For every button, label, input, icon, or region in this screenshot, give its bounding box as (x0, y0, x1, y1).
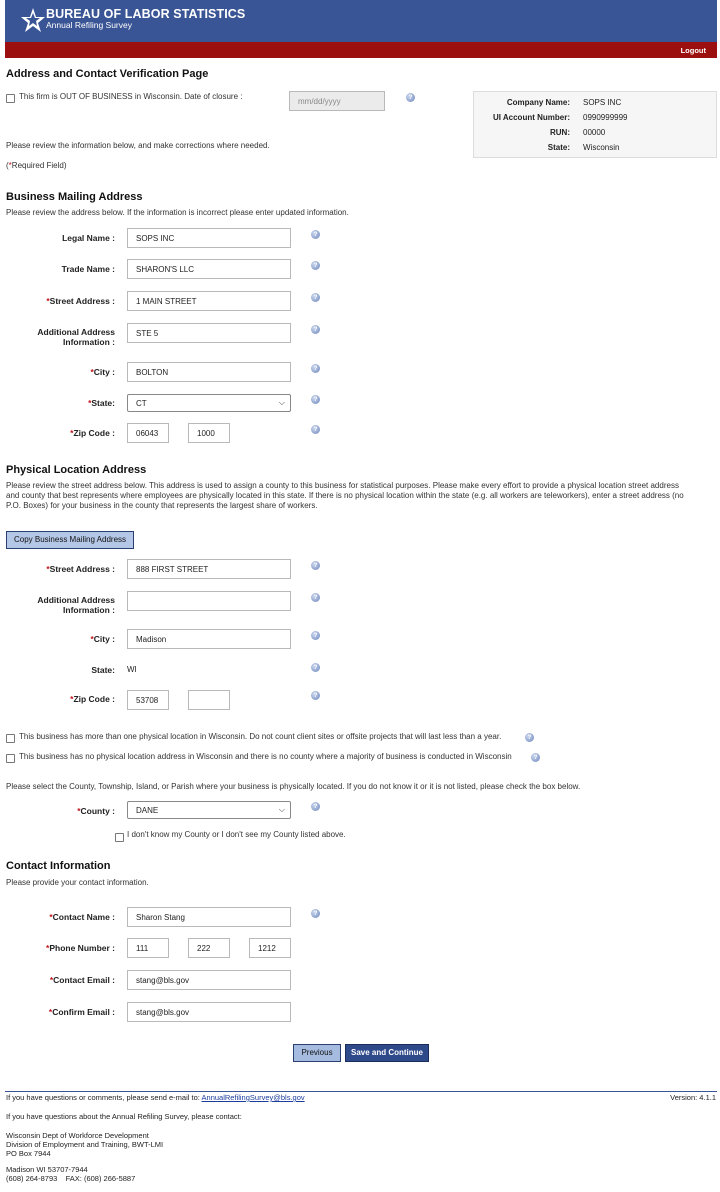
footer-divider (5, 1091, 717, 1092)
footer-city-phone: Madison WI 53707-7944 (608) 264-8793 FAX: (608) 266-5887 (6, 1165, 136, 1183)
agency-title: BUREAU OF LABOR STATISTICS (46, 7, 246, 21)
footer-questions: If you have questions or comments, please send e-mail to: AnnualRefilingSurvey@bls.gov (6, 1093, 305, 1102)
contact-email-input[interactable]: stang@bls.gov (127, 970, 291, 990)
review-instructions: Please review the information below, and make corrections where needed. (6, 141, 270, 150)
phone-prefix-input[interactable]: 222 (188, 938, 230, 958)
physical-zip4-input[interactable] (188, 690, 230, 710)
physical-zip-label: *Zip Code : (70, 694, 115, 704)
company-name-value: SOPS INC (583, 98, 622, 107)
no-location-label: This business has no physical location address in Wisconsin and there is no county where a majority of business is conducted in Wisconsin (19, 752, 512, 761)
mailing-state-help-icon[interactable]: ? (311, 395, 320, 404)
mailing-zip-help-icon[interactable]: ? (311, 425, 320, 434)
nav-bar (5, 42, 717, 58)
physical-zip-help-icon[interactable]: ? (311, 691, 320, 700)
contact-name-input[interactable]: Sharon Stang (127, 907, 291, 927)
mailing-state-label: *State: (88, 398, 115, 408)
multi-location-help-icon[interactable]: ? (525, 733, 534, 742)
phone-label: *Phone Number : (46, 943, 115, 953)
county-label: *County : (77, 806, 115, 816)
physical-state-label: State: (91, 665, 115, 675)
required-field-note: (*Required Field) (6, 161, 67, 170)
physical-additional-input[interactable] (127, 591, 291, 611)
physical-state-help-icon[interactable]: ? (311, 663, 320, 672)
save-and-continue-button[interactable]: Save and Continue (345, 1044, 429, 1062)
county-select[interactable]: DANE ⌵ (127, 801, 291, 819)
contact-email-label: *Contact Email : (49, 975, 115, 985)
ui-account-value: 0990999999 (583, 113, 628, 122)
mailing-city-label: *City : (90, 367, 115, 377)
physical-zip-input[interactable]: 53708 (127, 690, 169, 710)
footer-contact-text: If you have questions about the Annual Refiling Survey, please contact: (6, 1112, 242, 1121)
mailing-section-title: Business Mailing Address (6, 191, 143, 203)
page-title: Address and Contact Verification Page (6, 68, 209, 80)
mailing-street-label: *Street Address : (46, 296, 115, 306)
mailing-zip-input[interactable]: 06043 (127, 423, 169, 443)
previous-button[interactable]: Previous (293, 1044, 341, 1062)
legal-name-help-icon[interactable]: ? (311, 230, 320, 239)
unknown-county-label: I don't know my County or I don't see my County listed above. (127, 830, 346, 839)
chevron-down-icon: ⌵ (278, 805, 285, 814)
county-help-icon[interactable]: ? (311, 802, 320, 811)
mailing-city-help-icon[interactable]: ? (311, 364, 320, 373)
physical-street-label: *Street Address : (46, 564, 115, 574)
company-state-label: State: (547, 143, 570, 152)
run-label: RUN: (550, 128, 570, 137)
legal-name-input[interactable]: SOPS INC (127, 228, 291, 248)
physical-additional-label: Additional Address Information : (37, 595, 115, 615)
confirm-email-input[interactable]: stang@bls.gov (127, 1002, 291, 1022)
survey-subtitle: Annual Refiling Survey (46, 20, 132, 30)
physical-instructions: Please review the street address below. This address is used to assign a county to this business for statistical purposes. Please make every effort to provide a physical location street address and county that best represents where employees are physically located in this state. If there is no physical location within the state (e.g. all workers are teleworkers), enter a street address (no P.O. Boxes) for your business in the county that represents the largest share of workers. (6, 481, 684, 510)
out-of-business-checkbox[interactable] (6, 94, 15, 103)
copy-mailing-address-button[interactable]: Copy Business Mailing Address (6, 531, 134, 549)
mailing-zip-label: *Zip Code : (70, 428, 115, 438)
run-value: 00000 (583, 128, 606, 137)
legal-name-label: Legal Name : (62, 233, 115, 243)
physical-state-value: WI (127, 665, 137, 674)
trade-name-label: Trade Name : (61, 264, 115, 274)
mailing-instructions: Please review the address below. If the information is incorrect please enter updated information. (6, 208, 349, 217)
no-location-help-icon[interactable]: ? (531, 753, 540, 762)
unknown-county-checkbox[interactable] (115, 833, 124, 842)
company-name-label: Company Name: (506, 98, 570, 107)
mailing-street-help-icon[interactable]: ? (311, 293, 320, 302)
no-location-checkbox[interactable] (6, 754, 15, 763)
multi-location-label: This business has more than one physical location in Wisconsin. Do not count client sites or offsite projects that will last less than a year. (19, 732, 502, 741)
physical-city-help-icon[interactable]: ? (311, 631, 320, 640)
mailing-state-select[interactable]: CT ⌵ (127, 394, 291, 412)
contact-instructions: Please provide your contact information. (6, 878, 149, 887)
ui-account-label: UI Account Number: (492, 113, 570, 122)
physical-street-help-icon[interactable]: ? (311, 561, 320, 570)
bls-star-logo-icon (20, 7, 46, 33)
physical-city-input[interactable]: Madison (127, 629, 291, 649)
contact-name-help-icon[interactable]: ? (311, 909, 320, 918)
county-instructions: Please select the County, Township, Island, or Parish where your business is physically located. If you do not know it or it is not listed, please check the box below. (6, 782, 581, 791)
closure-help-icon[interactable]: ? (406, 93, 415, 102)
mailing-additional-input[interactable]: STE 5 (127, 323, 291, 343)
contact-section-title: Contact Information (6, 860, 111, 872)
multi-location-checkbox[interactable] (6, 734, 15, 743)
chevron-down-icon: ⌵ (278, 398, 285, 407)
closure-date-input[interactable]: mm/dd/yyyy (289, 91, 385, 111)
mailing-city-input[interactable]: BOLTON (127, 362, 291, 382)
version-text: Version: 4.1.1 (670, 1093, 716, 1102)
trade-name-help-icon[interactable]: ? (311, 261, 320, 270)
mailing-additional-label: Additional Address Information : (37, 327, 115, 347)
mailing-additional-help-icon[interactable]: ? (311, 325, 320, 334)
phone-line-input[interactable]: 1212 (249, 938, 291, 958)
trade-name-input[interactable]: SHARON'S LLC (127, 259, 291, 279)
mailing-zip4-input[interactable]: 1000 (188, 423, 230, 443)
support-email-link[interactable]: AnnualRefilingSurvey@bls.gov (201, 1093, 305, 1102)
footer-address: Wisconsin Dept of Workforce Development Division of Employment and Training, BWT-LMI PO Box 7944 (6, 1131, 164, 1158)
physical-city-label: *City : (90, 634, 115, 644)
out-of-business-label: This firm is OUT OF BUSINESS in Wisconsin. Date of closure : (19, 92, 243, 101)
confirm-email-label: *Confirm Email : (48, 1007, 115, 1017)
phone-area-input[interactable]: 111 (127, 938, 169, 958)
mailing-street-input[interactable]: 1 MAIN STREET (127, 291, 291, 311)
logout-link[interactable]: Logout (680, 46, 706, 55)
physical-additional-help-icon[interactable]: ? (311, 593, 320, 602)
physical-street-input[interactable]: 888 FIRST STREET (127, 559, 291, 579)
contact-name-label: *Contact Name : (49, 912, 115, 922)
physical-section-title: Physical Location Address (6, 464, 147, 476)
company-state-value: Wisconsin (583, 143, 620, 152)
